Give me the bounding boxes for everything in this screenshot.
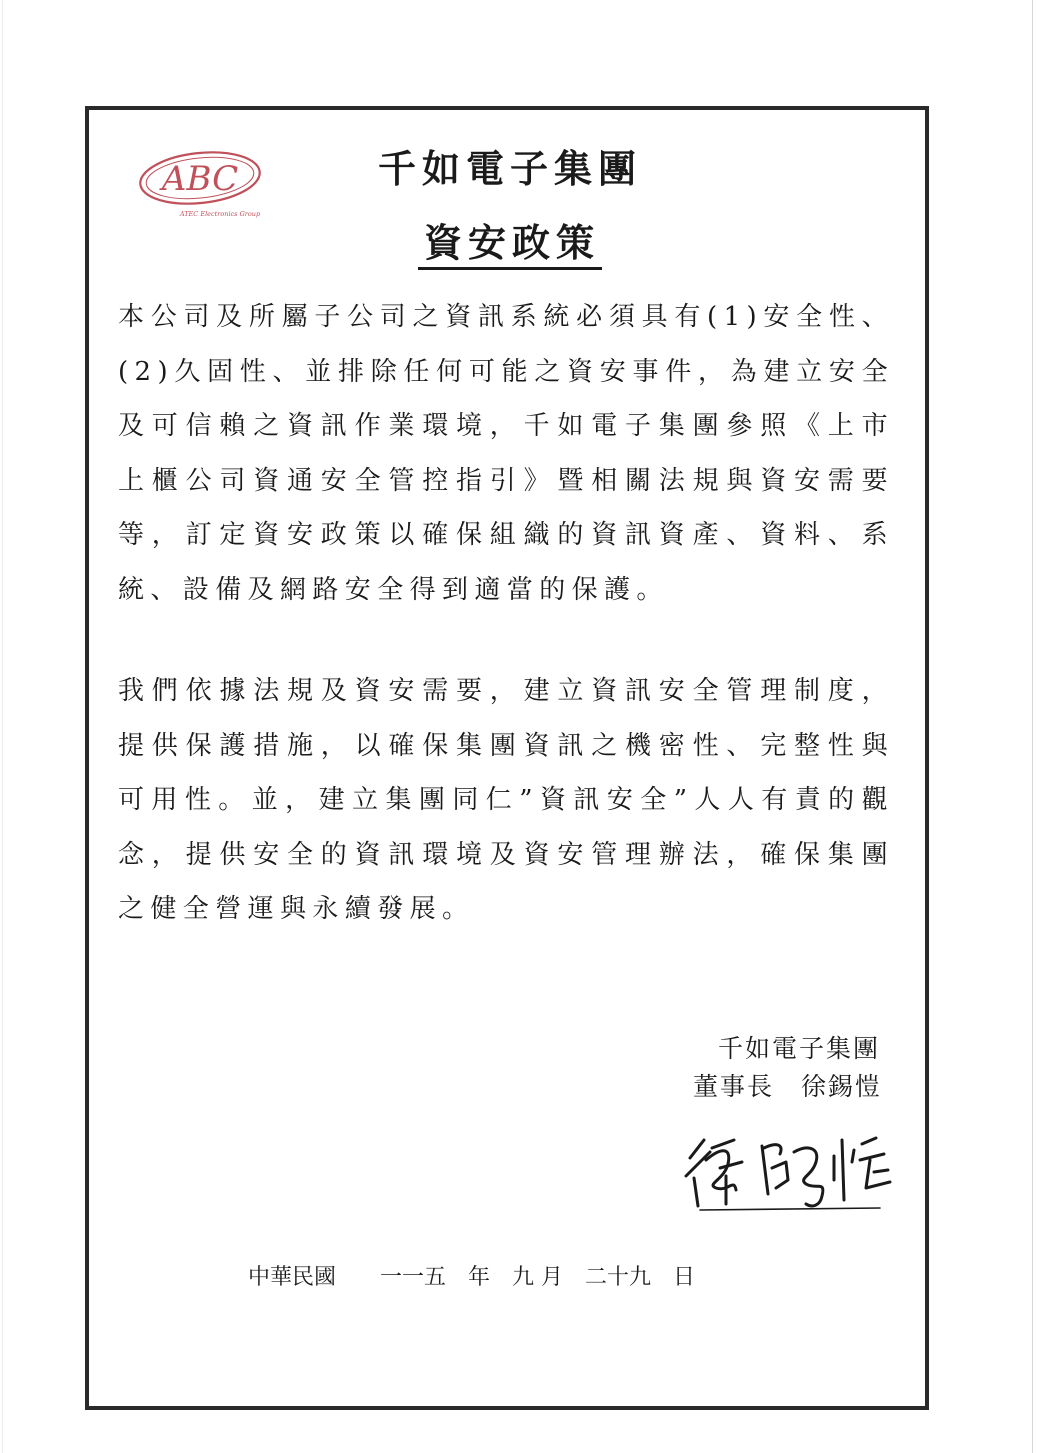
- page-edge: [2, 0, 3, 1453]
- document-title-text: 資安政策: [418, 220, 602, 270]
- logo-mark: ABC: [161, 159, 239, 199]
- company-title: 千如電子集團: [377, 146, 642, 191]
- document-date: 中華民國 一一五 年 九 月 二十九 日: [248, 1265, 695, 1290]
- signoff-company: 千如電子集團: [717, 1034, 880, 1063]
- document-title: [300, 218, 720, 276]
- logo-subtitle: ATEC Electronics Group: [179, 210, 261, 218]
- policy-paragraph-2: 我們依據法規及資安需要，建立資訊安全管理制度，提供保護措施，以確保集團資訊之機密性、完整性與可用性。並，建立集團同仁”資訊安全”人人有責的觀念，提供安全的資訊環境及資安管理辦法，確保集團之健全營運與永續發展。: [118, 676, 894, 924]
- handwritten-signature: [676, 1118, 912, 1218]
- company-logo: [136, 146, 268, 222]
- signoff-chairman: 董事長 徐錫愷: [692, 1072, 882, 1101]
- policy-paragraph-1: 本公司及所屬子公司之資訊系統必須具有(1)安全性、(2)久固性、並排除任何可能之資安事件，為建立安全及可信賴之資訊作業環境，千如電子集團參照《上市上櫃公司資通安全管控指引》暨相關法規與資安需要等，訂定資安政策以確保組織的資訊資產、資料、系統、設備及網路安全得到適當的保護。: [118, 302, 894, 605]
- page-edge: [1032, 0, 1033, 1453]
